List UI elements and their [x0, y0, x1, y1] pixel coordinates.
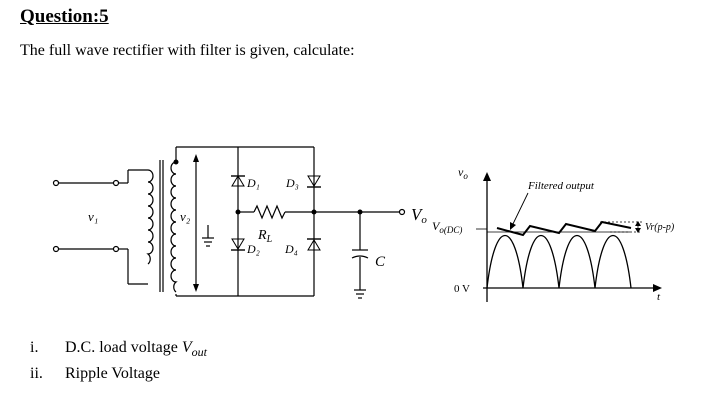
label-vdc: V: [432, 219, 440, 233]
list-item: [20, 337, 207, 363]
label-rl-sub: L: [266, 234, 273, 245]
svg-text:vo: [458, 165, 468, 181]
label-c: C: [375, 254, 386, 270]
item-text: Ripple Voltage: [65, 365, 160, 383]
question-title: Question:5: [20, 6, 109, 27]
label-vo: V: [411, 205, 422, 224]
label-ripple: Vr(p-p): [645, 222, 675, 233]
label-rl: R: [258, 228, 267, 243]
svg-text:RL: [257, 228, 273, 245]
label-d2: D₂: [247, 242, 260, 256]
axis-t: t: [657, 291, 661, 303]
item-number: i.: [30, 339, 39, 356]
item-text: D.C. load voltage $V_{out}$: [65, 339, 207, 360]
label-d3: D₃: [286, 176, 299, 190]
item-number: ii.: [30, 365, 43, 383]
axis-vo-sub: o: [463, 171, 468, 181]
label-zero-volt: 0 V: [454, 283, 470, 295]
label-d4: D₄: [285, 242, 298, 256]
label-vo-sub: o: [421, 214, 427, 226]
question-items: [20, 337, 207, 385]
label-v2: v₂: [180, 209, 191, 224]
axis-vo: v: [458, 165, 464, 179]
label-vdc-sub: o(DC): [439, 225, 463, 235]
svg-text:Vo(DC): [432, 219, 462, 235]
label-filtered-output: Filtered output: [528, 180, 594, 192]
question-intro: The full wave rectifier with filter is given, calculate:: [20, 42, 355, 59]
label-v1: v₁: [88, 209, 99, 224]
svg-text:Vo: [411, 205, 427, 226]
label-d1: D₁: [247, 176, 260, 190]
list-item: [20, 363, 207, 385]
